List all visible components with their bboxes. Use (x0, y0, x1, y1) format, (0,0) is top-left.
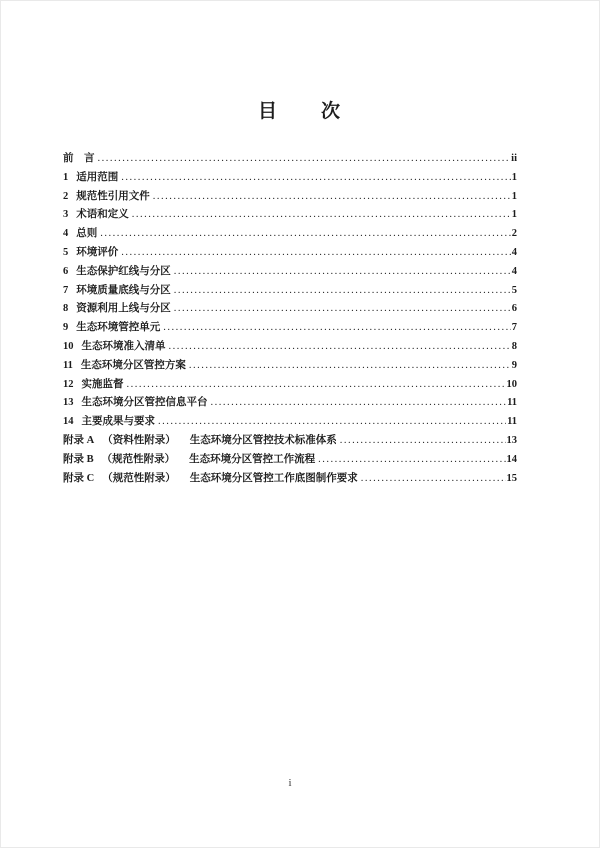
toc-entry-number: 10 (63, 340, 74, 352)
toc-entry-label: 术语和定义 (76, 209, 129, 221)
toc-entry-number: 14 (63, 416, 74, 428)
toc-entry-label: 生态环境分区管控工作底图制作要求 (189, 472, 358, 484)
toc-entry (63, 394, 517, 413)
toc-entry-number: 1 (63, 171, 69, 183)
toc-entry-page: 14 (506, 453, 517, 465)
toc-leader-dots (121, 169, 511, 188)
toc-entry-page: 11 (507, 416, 517, 428)
toc-entry-number: 5 (63, 246, 69, 258)
toc-entry-page: 5 (511, 284, 517, 296)
toc-leader-dots (169, 338, 511, 357)
toc-entry-label: 生态环境管控单元 (76, 322, 161, 334)
toc-leader-dots (163, 319, 511, 338)
toc-entry-label: 前 言 (63, 153, 95, 164)
toc-list (63, 150, 517, 488)
toc-entry-label: 生态保护红线与分区 (76, 265, 171, 277)
page-title: 目 次 (257, 101, 342, 122)
toc-entry-appendix-a (63, 432, 517, 451)
toc-entry-foreword (63, 150, 517, 169)
toc-leader-dots (340, 432, 506, 451)
toc-entry-label: 实施监督 (81, 378, 124, 390)
toc-entry-number: 4 (63, 228, 69, 240)
toc-leader-dots (121, 244, 511, 263)
toc-leader-dots (174, 300, 511, 319)
toc-entry-number: 13 (63, 397, 74, 409)
toc-entry-number: 9 (63, 322, 69, 334)
toc-entry-page: 6 (511, 303, 517, 315)
toc-entry-appendix-b (63, 451, 517, 470)
toc-entry-label: 生态环境准入清单 (81, 340, 166, 352)
toc-entry (63, 282, 517, 301)
toc-entry-page: 1 (511, 190, 517, 202)
toc-leader-dots (174, 282, 511, 301)
toc-entry-label: 主要成果与要求 (81, 416, 155, 428)
toc-entry-page: 4 (511, 246, 517, 258)
toc-leader-dots (189, 357, 511, 376)
toc-entry-number: 附录 C (63, 472, 95, 484)
toc-entry-number: 8 (63, 303, 69, 315)
toc-entry-kind: （规范性附录） (101, 453, 176, 465)
toc-entry-label: 适用范围 (76, 171, 119, 183)
toc-leader-dots (100, 225, 511, 244)
toc-leader-dots (361, 470, 506, 489)
toc-entry (63, 338, 517, 357)
toc-entry-label: 环境质量底线与分区 (76, 284, 171, 296)
toc-entry-page: 1 (511, 209, 517, 221)
toc-entry-page: 8 (511, 340, 517, 352)
toc-entry (63, 188, 517, 207)
toc-entry (63, 244, 517, 263)
toc-entry-label: 生态环境分区管控方案 (80, 359, 186, 371)
footer-page-number: i (288, 777, 292, 789)
toc-entry-appendix-c (63, 470, 517, 489)
toc-leader-dots (98, 150, 511, 169)
toc-entry-page: 15 (506, 472, 517, 484)
toc-entry-number: 12 (63, 378, 74, 390)
toc-entry-page: 7 (511, 322, 517, 334)
toc-entry-kind: （资料性附录） (102, 434, 176, 446)
toc-entry (63, 357, 517, 376)
toc-leader-dots (174, 263, 511, 282)
toc-entry-label: 环境评价 (76, 246, 119, 258)
toc-entry-page: 1 (511, 171, 517, 183)
toc-entry-kind: （规范性附录） (102, 472, 176, 484)
toc-entry-page: 4 (511, 265, 517, 277)
toc-entry (63, 206, 517, 225)
toc-entry-label: 总则 (76, 228, 98, 240)
toc-entry (63, 169, 517, 188)
toc-leader-dots (153, 188, 511, 207)
toc-entry-number: 11 (63, 359, 73, 371)
toc-entry (63, 263, 517, 282)
toc-entry (63, 319, 517, 338)
toc-entry-number: 7 (63, 284, 69, 296)
toc-entry (63, 413, 517, 432)
toc-leader-dots (318, 451, 505, 470)
toc-entry-page: 11 (507, 397, 517, 409)
toc-entry-label: 生态环境分区管控信息平台 (81, 397, 208, 409)
toc-entry-number: 附录 B (63, 453, 94, 465)
toc-entry (63, 376, 517, 395)
toc-leader-dots (158, 413, 506, 432)
toc-entry-label: 生态环境分区管控工作流程 (189, 453, 316, 465)
toc-entry-page: ii (511, 153, 517, 164)
toc-entry-page: 2 (511, 228, 517, 240)
toc-entry-label: 生态环境分区管控技术标准体系 (189, 434, 337, 446)
toc-leader-dots (127, 376, 506, 395)
toc-entry-number: 2 (63, 190, 69, 202)
toc-leader-dots (211, 394, 507, 413)
toc-entry-number: 3 (63, 209, 69, 221)
toc-entry-page: 13 (506, 434, 517, 446)
toc-entry (63, 300, 517, 319)
toc-entry-page: 10 (506, 378, 517, 390)
toc-leader-dots (132, 206, 511, 225)
toc-entry (63, 225, 517, 244)
toc-entry-number: 附录 A (63, 434, 95, 446)
toc-entry-page: 9 (511, 359, 517, 371)
toc-entry-label: 资源利用上线与分区 (76, 303, 171, 315)
toc-entry-number: 6 (63, 265, 69, 277)
toc-entry-label: 规范性引用文件 (76, 190, 150, 202)
